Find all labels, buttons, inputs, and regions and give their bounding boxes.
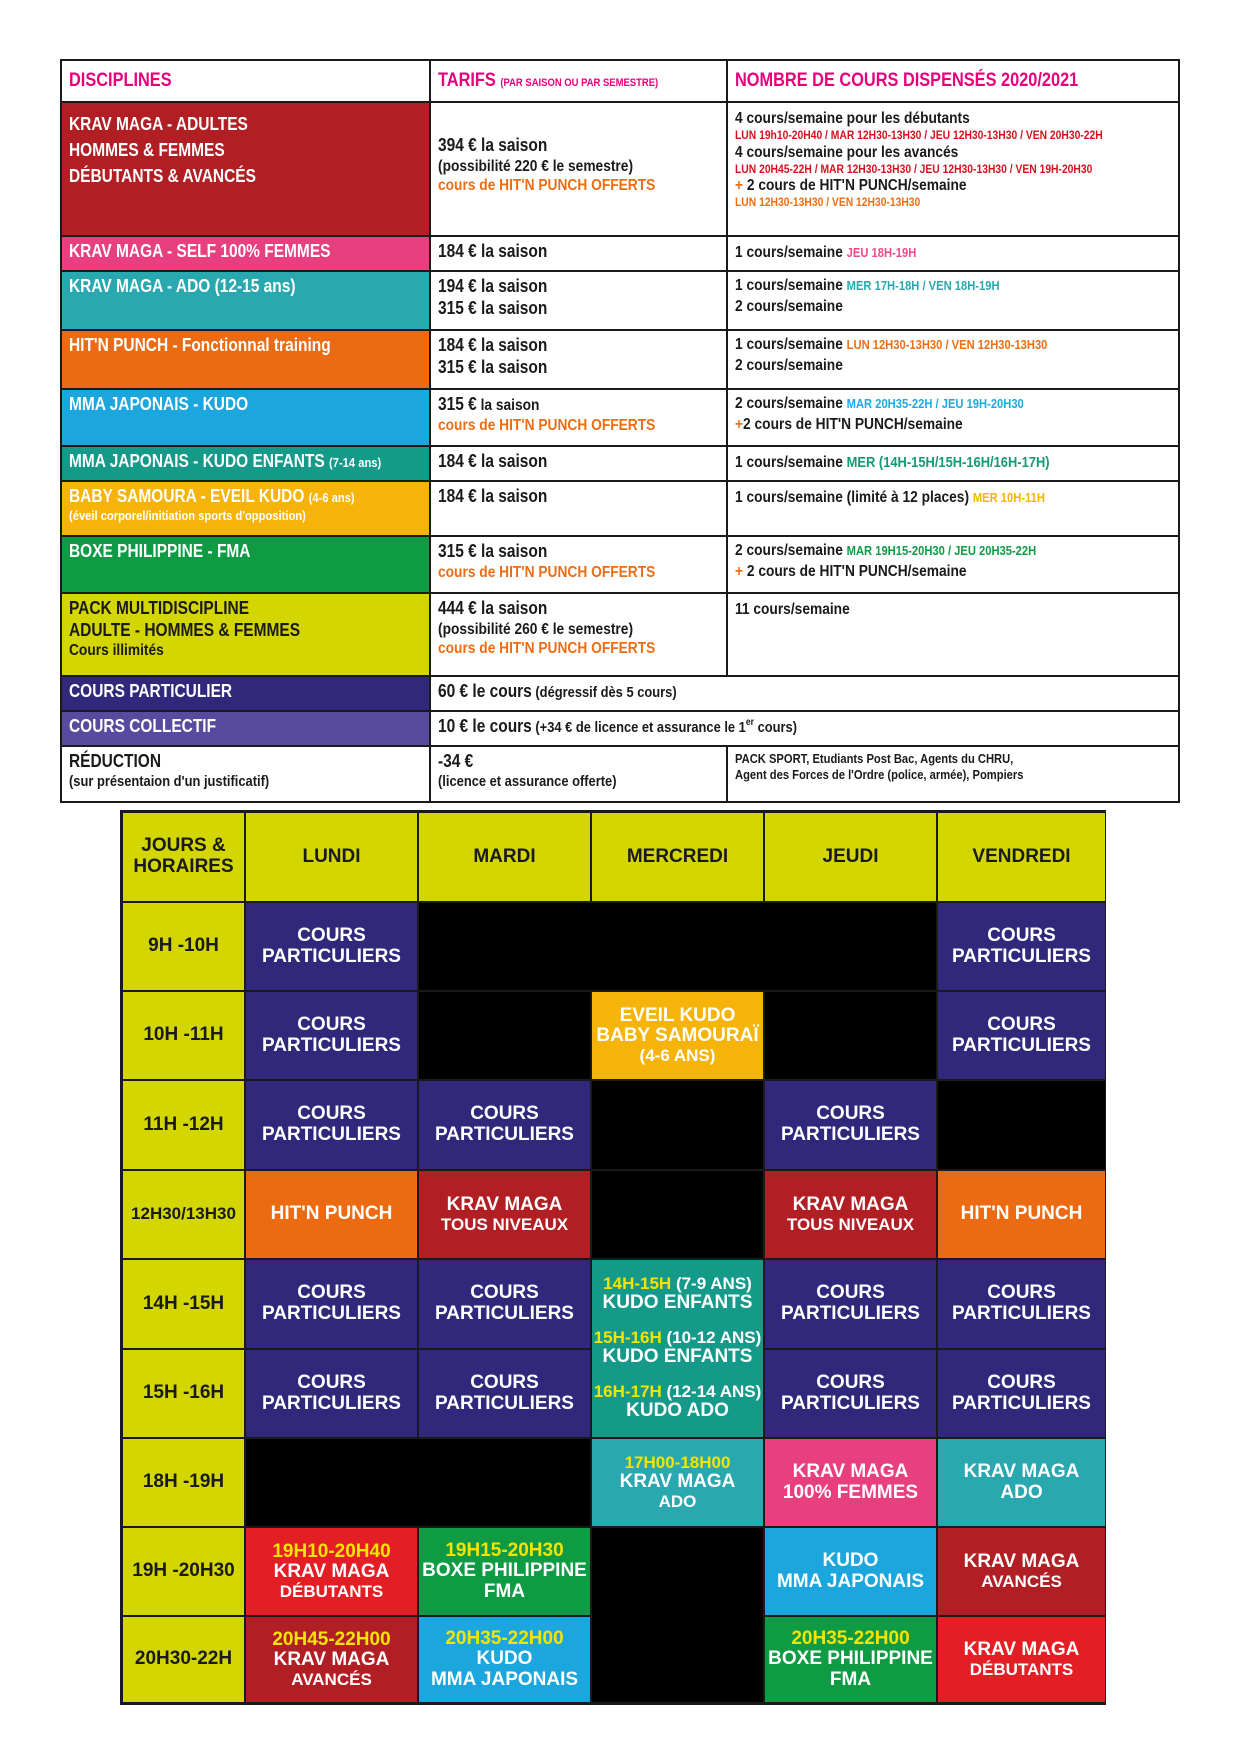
price-cell: 444 € la saison (possibilité 260 € le semestre) cours de HIT'N PUNCH OFFERTS	[430, 593, 727, 676]
slot-empty	[245, 1438, 591, 1527]
slot-cours-particuliers: COURS PARTICULIERS	[418, 1259, 591, 1349]
price-cell: 184 € la saison	[430, 236, 727, 271]
cours-cell: 1 cours/semaine JEU 18H-19H	[727, 236, 1179, 271]
slot-empty	[418, 991, 591, 1080]
price-cell: 60 € le cours (dégressif dès 5 cours)	[430, 676, 1179, 711]
slot-cours-particuliers: COURS PARTICULIERS	[418, 1080, 591, 1170]
time-slot: 9H -10H	[122, 902, 245, 991]
cours-cell: 4 cours/semaine pour les débutants LUN 19h10-20H40 / MAR 12H30-13H30 / JEU 12H30-13H30 / VEN 20H30-22H 4 cours/semaine pour les avancés LUN 20H45-22H / MAR 12H30-13H30 / JEU 12H30-13H30 / VEN 19H-20H30 + 2 cours de HIT'N PUNCH/semaine LUN 12H30-13H30 / VEN 12H30-13H30	[727, 102, 1179, 236]
cours-cell: 1 cours/semaine MER (14H-15H/15H-16H/16H-17H)	[727, 446, 1179, 481]
price-cell: 184 € la saison	[430, 481, 727, 536]
day-mardi: MARDI	[418, 812, 591, 902]
slot-kudo-mma: 20H35-22H00 KUDO MMA JAPONAIS	[418, 1616, 591, 1703]
cours-cell: 2 cours/semaine MAR 19H15-20H30 / JEU 20H35-22H + 2 cours de HIT'N PUNCH/semaine	[727, 536, 1179, 593]
tarif-row-reduction	[61, 746, 1179, 802]
price-cell: 315 € la saison cours de HIT'N PUNCH OFFERTS	[430, 389, 727, 446]
discipline-cell: PACK MULTIDISCIPLINE ADULTE - HOMMES & FEMMES Cours illimités	[61, 593, 430, 676]
slot-krav-debutants: 19H10-20H40 KRAV MAGA DÉBUTANTS	[245, 1527, 418, 1616]
discipline-cell: COURS COLLECTIF	[61, 711, 430, 746]
tarif-row-boxe-philippine	[61, 536, 1179, 593]
slot-cours-particuliers: COURS PARTICULIERS	[764, 1349, 937, 1438]
day-mercredi: MERCREDI	[591, 812, 764, 902]
time-slot: 11H -12H	[122, 1080, 245, 1170]
cours-cell: 2 cours/semaine MAR 20H35-22H / JEU 19H-20H30 +2 cours de HIT'N PUNCH/semaine	[727, 389, 1179, 446]
slot-empty	[591, 1170, 764, 1259]
slot-cours-particuliers: COURS PARTICULIERS	[245, 1259, 418, 1349]
price-cell: 315 € la saison cours de HIT'N PUNCH OFFERTS	[430, 536, 727, 593]
cours-cell: 1 cours/semaine MER 17H-18H / VEN 18H-19H 2 cours/semaine	[727, 271, 1179, 330]
slot-cours-particuliers: COURS PARTICULIERS	[937, 1259, 1106, 1349]
tarifs-header-row	[61, 60, 1179, 102]
slot-cours-particuliers: COURS PARTICULIERS	[418, 1349, 591, 1438]
discipline-cell: MMA JAPONAIS - KUDO	[61, 389, 430, 446]
slot-cours-particuliers: COURS PARTICULIERS	[764, 1259, 937, 1349]
slot-kudo-enfants: 14H-15H (7-9 ANS) KUDO ENFANTS 15H-16H (10-12 ANS) KUDO ENFANTS 16H-17H (12-14 ANS) KUDO ADO	[591, 1259, 764, 1438]
price-cell: 184 € la saison 315 € la saison	[430, 330, 727, 389]
discipline-cell: BOXE PHILIPPINE - FMA	[61, 536, 430, 593]
price-cell: -34 € (licence et assurance offerte)	[430, 746, 727, 802]
discipline-cell: BABY SAMOURA - EVEIL KUDO (4-6 ans) (éveil corporel/initiation sports d'opposition)	[61, 481, 430, 536]
slot-boxe-philippine: 19H15-20H30 BOXE PHILIPPINE FMA	[418, 1527, 591, 1616]
slot-cours-particuliers: COURS PARTICULIERS	[937, 1349, 1106, 1438]
slot-krav-debutants: KRAV MAGA DÉBUTANTS	[937, 1616, 1106, 1703]
slot-empty	[937, 1080, 1106, 1170]
cours-cell: 1 cours/semaine LUN 12H30-13H30 / VEN 12H30-13H30 2 cours/semaine	[727, 330, 1179, 389]
discipline-cell: KRAV MAGA - SELF 100% FEMMES	[61, 236, 430, 271]
slot-krav-avances: KRAV MAGA AVANCÉS	[937, 1527, 1106, 1616]
slot-hitpunch: HIT'N PUNCH	[245, 1170, 418, 1259]
slot-cours-particuliers: COURS PARTICULIERS	[245, 991, 418, 1080]
slot-krav-ado: KRAV MAGA ADO	[937, 1438, 1106, 1527]
header-nombre-cours: NOMBRE DE COURS DISPENSÉS 2020/2021	[727, 60, 1179, 102]
tarif-row-pack-multi	[61, 593, 1179, 676]
price-cell: 194 € la saison 315 € la saison	[430, 271, 727, 330]
tarif-row-krav-femmes	[61, 236, 1179, 271]
slot-empty	[764, 991, 937, 1080]
discipline-cell: RÉDUCTION (sur présentaion d'un justificatif)	[61, 746, 430, 802]
time-slot: 19H -20H30	[122, 1527, 245, 1616]
discipline-cell: MMA JAPONAIS - KUDO ENFANTS (7-14 ans)	[61, 446, 430, 481]
price-cell: 394 € la saison (possibilité 220 € le semestre) cours de HIT'N PUNCH OFFERTS	[430, 102, 727, 236]
header-tarifs: TARIFS (PAR SAISON OU PAR SEMESTRE)	[430, 60, 727, 102]
day-jeudi: JEUDI	[764, 812, 937, 902]
discipline-cell: KRAV MAGA - ADO (12-15 ans)	[61, 271, 430, 330]
slot-kudo-mma: KUDO MMA JAPONAIS	[764, 1527, 937, 1616]
tarif-row-baby-samoura	[61, 481, 1179, 536]
tarifs-table	[60, 59, 1180, 803]
discipline-cell: HIT'N PUNCH - Fonctionnal training	[61, 330, 430, 389]
price-cell: 10 € le cours (+34 € de licence et assurance le 1er cours)	[430, 711, 1179, 746]
tarif-row-kudo-enfants	[61, 446, 1179, 481]
slot-boxe-philippine: 20H35-22H00 BOXE PHILIPPINE FMA	[764, 1616, 937, 1703]
slot-eveil-kudo: EVEIL KUDO BABY SAMOURAÏ (4-6 ANS)	[591, 991, 764, 1080]
cours-cell: 11 cours/semaine	[727, 593, 1179, 676]
slot-cours-particuliers: COURS PARTICULIERS	[245, 1349, 418, 1438]
slot-krav-femmes: KRAV MAGA 100% FEMMES	[764, 1438, 937, 1527]
slot-cours-particuliers: COURS PARTICULIERS	[764, 1080, 937, 1170]
slot-krav-ado: 17H00-18H00 KRAV MAGA ADO	[591, 1438, 764, 1527]
tarif-row-cours-particulier	[61, 676, 1179, 711]
header-disciplines: DISCIPLINES	[61, 60, 430, 102]
schedule-corner: JOURS & HORAIRES	[122, 812, 245, 902]
time-slot: 10H -11H	[122, 991, 245, 1080]
slot-empty	[591, 1080, 764, 1170]
slot-krav-tous-niveaux: KRAV MAGA TOUS NIVEAUX	[418, 1170, 591, 1259]
slot-cours-particuliers: COURS PARTICULIERS	[245, 1080, 418, 1170]
day-lundi: LUNDI	[245, 812, 418, 902]
slot-cours-particuliers: COURS PARTICULIERS	[245, 902, 418, 991]
slot-krav-avances: 20H45-22H00 KRAV MAGA AVANCÉS	[245, 1616, 418, 1703]
time-slot: 18H -19H	[122, 1438, 245, 1527]
slot-empty	[418, 902, 937, 991]
day-vendredi: VENDREDI	[937, 812, 1106, 902]
tarif-row-krav-adultes	[61, 102, 1179, 236]
slot-krav-tous-niveaux: KRAV MAGA TOUS NIVEAUX	[764, 1170, 937, 1259]
tarif-row-krav-ado	[61, 271, 1179, 330]
schedule-grid	[120, 810, 1106, 1705]
tarif-row-cours-collectif	[61, 711, 1179, 746]
discipline-cell: KRAV MAGA - ADULTES HOMMES & FEMMES DÉBUTANTS & AVANCÉS	[61, 102, 430, 236]
cours-cell: PACK SPORT, Etudiants Post Bac, Agents du CHRU, Agent des Forces de l'Ordre (police, armée), Pompiers	[727, 746, 1179, 802]
cours-cell: 1 cours/semaine (limité à 12 places) MER 10H-11H	[727, 481, 1179, 536]
time-slot: 20H30-22H	[122, 1616, 245, 1703]
slot-empty	[591, 1527, 764, 1703]
time-slot: 14H -15H	[122, 1259, 245, 1349]
tarif-row-kudo	[61, 389, 1179, 446]
discipline-cell: COURS PARTICULIER	[61, 676, 430, 711]
slot-hitpunch: HIT'N PUNCH	[937, 1170, 1106, 1259]
time-slot: 15H -16H	[122, 1349, 245, 1438]
slot-cours-particuliers: COURS PARTICULIERS	[937, 991, 1106, 1080]
time-slot: 12H30/13H30	[122, 1170, 245, 1259]
price-cell: 184 € la saison	[430, 446, 727, 481]
tarif-row-hitpunch	[61, 330, 1179, 389]
slot-cours-particuliers: COURS PARTICULIERS	[937, 902, 1106, 991]
